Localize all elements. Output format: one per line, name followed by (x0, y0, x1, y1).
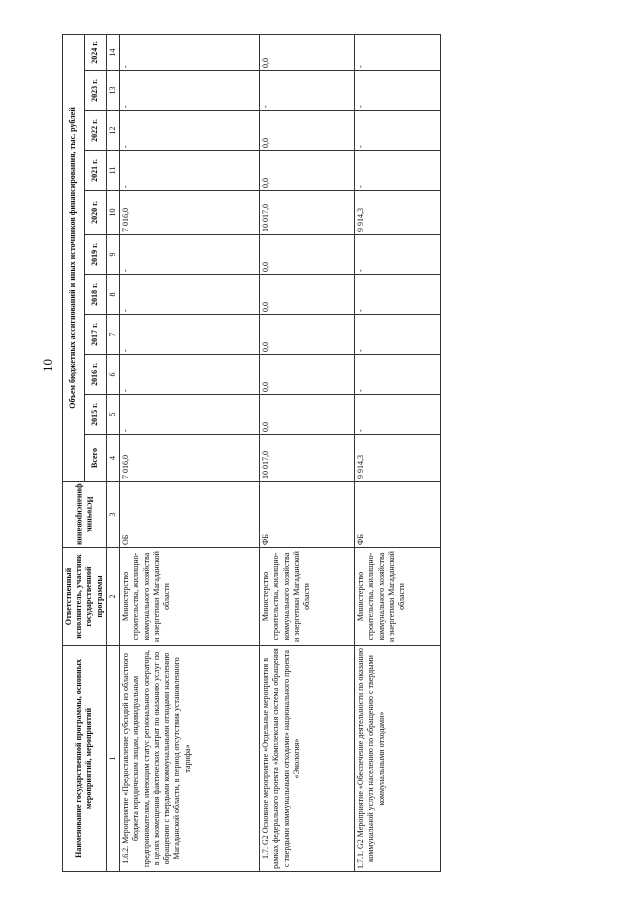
row-year-value: 0,0 (260, 395, 355, 435)
row-executor: Министерство строительства, жилищно-коммунального хозяйства и энергетики Магаданской области (260, 548, 355, 646)
row-year-value: - (355, 151, 441, 191)
row-executor: Министерство строительства, жилищно-коммунального хозяйства и энергетики Магаданской области (120, 548, 260, 646)
row-program-name: 1.7.1. G2 Мероприятие «Обеспечение деятельности по оказанию коммунальной услуги населению по обращению с твердыми коммунальными отходами» (355, 646, 441, 872)
row-year-value: 0,0 (260, 315, 355, 355)
column-number: 11 (106, 151, 119, 191)
header-funding-source-text: Источник финансирования (75, 483, 95, 545)
header-executor: Ответственный исполнитель, участник государственной программы (63, 548, 107, 646)
row-year-value: 0,0 (260, 151, 355, 191)
page-number: 10 (40, 359, 55, 372)
header-year: 2019 г. (84, 235, 106, 275)
header-year: 2020 г. (84, 191, 106, 235)
row-year-value: - (120, 34, 260, 70)
row-year-value: 0,0 (260, 111, 355, 151)
column-number: 13 (106, 71, 119, 111)
column-number: 5 (106, 395, 119, 435)
row-year-value: - (120, 395, 260, 435)
column-number: 7 (106, 315, 119, 355)
budget-table-page (62, 35, 502, 872)
header-number-row (106, 34, 119, 871)
table-row (355, 34, 441, 871)
header-year: 2016 г. (84, 355, 106, 395)
column-number: 3 (106, 482, 119, 548)
column-number: 8 (106, 275, 119, 315)
column-number: 4 (106, 435, 119, 482)
row-year-value: - (120, 235, 260, 275)
row-year-value: 10 017,0 (260, 191, 355, 235)
header-funding-source (63, 482, 107, 548)
row-total: 9 914,3 (355, 435, 441, 482)
row-total: 10 017,0 (260, 435, 355, 482)
header-row-1 (63, 34, 85, 871)
header-year: 2023 г. (84, 71, 106, 111)
row-funding-source: ФБ (260, 482, 355, 548)
row-year-value: - (355, 111, 441, 151)
row-year-value: - (355, 34, 441, 70)
row-year-value: - (120, 151, 260, 191)
row-year-value: - (260, 71, 355, 111)
header-year: 2024 г. (84, 34, 106, 70)
row-year-value: - (355, 235, 441, 275)
column-number: 12 (106, 111, 119, 151)
row-year-value: - (120, 71, 260, 111)
row-year-value: - (120, 275, 260, 315)
row-year-value: 0,0 (260, 34, 355, 70)
row-year-value: 0,0 (260, 275, 355, 315)
column-number: 2 (106, 548, 119, 646)
header-year: 2022 г. (84, 111, 106, 151)
budget-table (62, 34, 441, 872)
row-year-value: - (355, 315, 441, 355)
row-year-value: 0,0 (260, 235, 355, 275)
header-total: Всего (84, 435, 106, 482)
column-number: 1 (106, 646, 119, 872)
row-program-name: 1.6.2. Мероприятие «Предоставление субсидий из областного бюджета юридическим лицам, индивидуальным предпринимателям, имеющим статус регионального оператора, в целях возмещения фактических затрат по оказанию услуг по обращению с твердыми коммунальными отходами населению Магаданской области, в период отсутствия установленного тарифа» (120, 646, 260, 872)
row-total: 7 016,0 (120, 435, 260, 482)
column-number: 14 (106, 34, 119, 70)
column-number: 6 (106, 355, 119, 395)
row-year-value: - (355, 275, 441, 315)
row-year-value: - (120, 111, 260, 151)
row-year-value: 0,0 (260, 355, 355, 395)
row-executor: Министерство строительства, жилищно-коммунального хозяйства и энергетики Магаданской области (355, 548, 441, 646)
header-year: 2015 г. (84, 395, 106, 435)
row-year-value: 7 016,0 (120, 191, 260, 235)
row-year-value: - (120, 355, 260, 395)
header-year: 2018 г. (84, 275, 106, 315)
table-row (260, 34, 355, 871)
row-funding-source: ФБ (355, 482, 441, 548)
row-year-value: 9 914,3 (355, 191, 441, 235)
row-year-value: - (120, 315, 260, 355)
table-row (120, 34, 260, 871)
row-year-value: - (355, 355, 441, 395)
row-program-name: 1.7. G2 Основное мероприятие «Отдельные мероприятия в рамках федерального проекта «Комплексная система обращения с твердыми коммунальными отходами» национального проекта «Экология» (260, 646, 355, 872)
column-number: 9 (106, 235, 119, 275)
row-funding-source: ОБ (120, 482, 260, 548)
header-funding-group: Объем бюджетных ассигнований и иных источников финансирования, тыс. рублей (63, 34, 85, 481)
header-year: 2017 г. (84, 315, 106, 355)
header-year: 2021 г. (84, 151, 106, 191)
column-number: 10 (106, 191, 119, 235)
row-year-value: - (355, 395, 441, 435)
header-program-name: Наименование государственной программы, основных мероприятий, мероприятий (63, 646, 107, 872)
row-year-value: - (355, 71, 441, 111)
